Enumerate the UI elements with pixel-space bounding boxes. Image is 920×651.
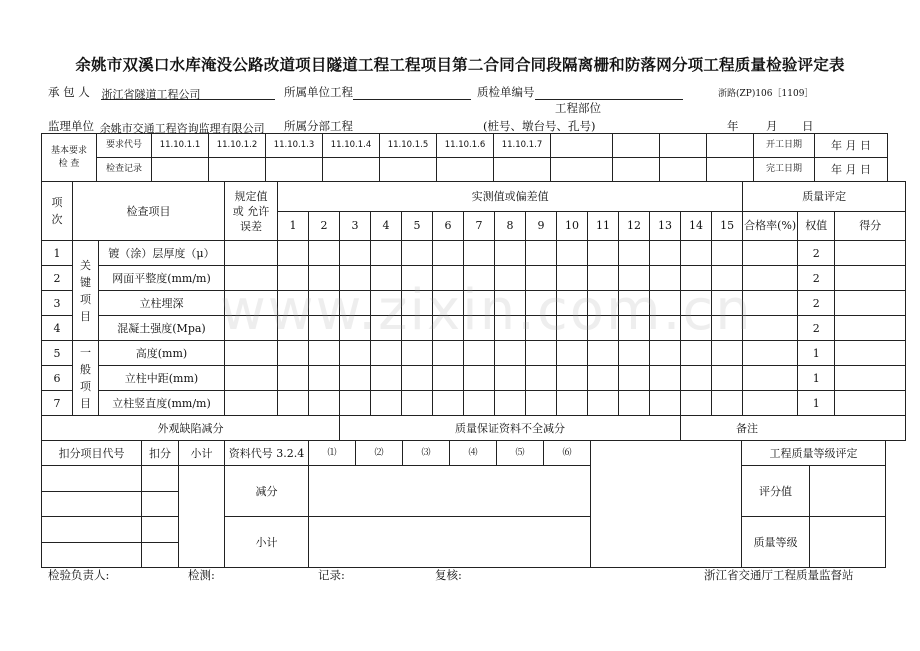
tolerance-cell[interactable]: [225, 241, 278, 266]
weight-cell: 1: [798, 391, 835, 416]
general-items-group: 一般项目: [73, 341, 99, 416]
tolerance-cell[interactable]: [225, 341, 278, 366]
appearance-subtotal-cell[interactable]: [179, 466, 225, 568]
subtotal2-cell[interactable]: [309, 517, 591, 568]
deduct-code-cell[interactable]: [42, 491, 142, 517]
inspection-no-field[interactable]: [535, 86, 683, 100]
measure-cell[interactable]: [433, 391, 464, 416]
measure-cell[interactable]: [371, 266, 402, 291]
measure-col-15: 15: [712, 211, 743, 241]
record-cell[interactable]: [613, 158, 660, 182]
measure-cell[interactable]: [650, 366, 681, 391]
req-code-1: 11.10.1.1: [152, 134, 209, 158]
check-item-name: 网面平整度(mm/m): [99, 266, 225, 291]
measure-cell[interactable]: [371, 241, 402, 266]
deduct-code-cell[interactable]: [42, 466, 142, 492]
doc-item-4: ⑷: [450, 441, 497, 466]
measure-cell[interactable]: [619, 266, 650, 291]
req-code-empty[interactable]: [613, 134, 660, 158]
weight-cell: 1: [798, 341, 835, 366]
basic-requirement-table: [41, 133, 888, 182]
measure-cell[interactable]: [526, 241, 557, 266]
subtotal2-label: 小计: [225, 517, 309, 568]
measure-cell[interactable]: [650, 241, 681, 266]
form-code: 浙路(ZP)106［1109］: [718, 89, 814, 99]
deduct2-label: 减分: [225, 466, 309, 517]
measure-cell[interactable]: [464, 366, 495, 391]
measure-cell[interactable]: [402, 366, 433, 391]
measure-cell[interactable]: [619, 366, 650, 391]
measure-cell[interactable]: [278, 366, 309, 391]
table-row: [42, 266, 906, 291]
measure-cell[interactable]: [650, 341, 681, 366]
measure-cell[interactable]: [526, 391, 557, 416]
basic-req-label: [42, 134, 97, 182]
tolerance-cell[interactable]: [225, 391, 278, 416]
measure-cell[interactable]: [495, 341, 526, 366]
measure-cell[interactable]: [278, 266, 309, 291]
measure-col-4: 4: [371, 211, 402, 241]
measure-col-5: 5: [402, 211, 433, 241]
measure-cell[interactable]: [340, 266, 371, 291]
measure-cell[interactable]: [588, 291, 619, 316]
measure-cell[interactable]: [712, 241, 743, 266]
measure-cell[interactable]: [557, 366, 588, 391]
deduct-cell[interactable]: [142, 542, 179, 568]
measure-cell[interactable]: [340, 341, 371, 366]
measure-cell[interactable]: [557, 241, 588, 266]
req-code-4: 11.10.1.4: [323, 134, 380, 158]
row-number: 3: [42, 291, 73, 316]
stake-label: (桩号、墩台号、孔号): [483, 119, 596, 133]
date-month: 月: [766, 119, 778, 133]
stake-field[interactable]: [595, 120, 687, 134]
measure-cell[interactable]: [371, 316, 402, 341]
weight-header: 权值: [798, 211, 835, 241]
weight-cell: 2: [798, 291, 835, 316]
measure-cell[interactable]: [309, 366, 340, 391]
measure-cell[interactable]: [309, 391, 340, 416]
measure-cell[interactable]: [402, 391, 433, 416]
measure-cell[interactable]: [464, 241, 495, 266]
measure-cell[interactable]: [495, 316, 526, 341]
measure-col-11: 11: [588, 211, 619, 241]
deduct-cell[interactable]: [142, 491, 179, 517]
stake-line: [483, 118, 687, 134]
measure-cell[interactable]: [712, 291, 743, 316]
record-cell[interactable]: [494, 158, 551, 182]
measure-cell[interactable]: [402, 291, 433, 316]
start-date-label: 开工日期: [754, 134, 815, 158]
measure-cell[interactable]: [712, 366, 743, 391]
measure-cell[interactable]: [650, 316, 681, 341]
req-code-empty[interactable]: [551, 134, 613, 158]
end-date-label: 完工日期: [754, 158, 815, 182]
contractor-label: 承 包 人: [48, 85, 90, 99]
score-value-label: 评分值: [742, 466, 810, 517]
measure-cell[interactable]: [588, 366, 619, 391]
req-code-5: 11.10.1.5: [380, 134, 437, 158]
score-header: 得分: [835, 211, 906, 241]
row-number: 4: [42, 316, 73, 341]
measure-cell[interactable]: [650, 291, 681, 316]
measure-cell[interactable]: [619, 291, 650, 316]
division-line: [284, 118, 471, 134]
date-year: 年: [727, 119, 739, 133]
table-row: [42, 316, 906, 341]
score-cell[interactable]: [835, 316, 906, 341]
measure-col-12: 12: [619, 211, 650, 241]
measure-cell[interactable]: [681, 366, 712, 391]
row-number: 6: [42, 366, 73, 391]
measure-cell[interactable]: [495, 291, 526, 316]
measure-cell[interactable]: [464, 291, 495, 316]
deduct-code-header: 扣分项目代号: [42, 441, 142, 466]
measure-cell[interactable]: [340, 291, 371, 316]
record-cell[interactable]: [551, 158, 613, 182]
pass-rate-header: 合格率(%): [743, 211, 798, 241]
measure-col-7: 7: [464, 211, 495, 241]
measure-cell[interactable]: [712, 316, 743, 341]
measure-cell[interactable]: [526, 291, 557, 316]
measure-cell[interactable]: [340, 366, 371, 391]
quality-grade-label: 质量等级: [742, 517, 810, 568]
measure-cell[interactable]: [681, 241, 712, 266]
req-code-3: 11.10.1.3: [266, 134, 323, 158]
measure-cell[interactable]: [464, 266, 495, 291]
basic-req-label-line1: 基本要求: [50, 145, 87, 156]
measure-cell[interactable]: [681, 341, 712, 366]
record-cell[interactable]: [437, 158, 494, 182]
check-item-name: 立柱埋深: [99, 291, 225, 316]
req-code-empty[interactable]: [707, 134, 754, 158]
measure-cell[interactable]: [619, 241, 650, 266]
req-code-6: 11.10.1.6: [437, 134, 494, 158]
measure-cell[interactable]: [588, 241, 619, 266]
measure-cell[interactable]: [278, 241, 309, 266]
score-cell[interactable]: [835, 391, 906, 416]
doc-item-3: ⑶: [403, 441, 450, 466]
record-cell[interactable]: [209, 158, 266, 182]
pass-rate-cell[interactable]: [743, 316, 798, 341]
basic-req-label-line2: 检 查: [58, 158, 80, 169]
measure-cell[interactable]: [588, 316, 619, 341]
check-item-name: 镀（涂）层厚度（μ）: [99, 241, 225, 266]
unit-project-label: 所属单位工程: [284, 85, 353, 99]
measure-col-1: 1: [278, 211, 309, 241]
measure-cell[interactable]: [464, 341, 495, 366]
tolerance-cell[interactable]: [225, 266, 278, 291]
check-item-name: 高度(mm): [99, 341, 225, 366]
measure-cell[interactable]: [526, 316, 557, 341]
measure-cell[interactable]: [309, 341, 340, 366]
measure-cell[interactable]: [278, 316, 309, 341]
bottom-table: [41, 440, 886, 568]
measure-cell[interactable]: [495, 241, 526, 266]
unit-project-field[interactable]: [353, 86, 471, 100]
appearance-deduct-label: 外观缺陷减分: [42, 416, 340, 441]
pass-rate-cell[interactable]: [743, 241, 798, 266]
measure-cell[interactable]: [557, 266, 588, 291]
measure-cell[interactable]: [681, 391, 712, 416]
col-item-no: 项次: [42, 182, 73, 241]
measure-col-13: 13: [650, 211, 681, 241]
record-cell[interactable]: [380, 158, 437, 182]
req-code-2: 11.10.1.2: [209, 134, 266, 158]
measure-cell[interactable]: [681, 266, 712, 291]
measure-cell[interactable]: [650, 266, 681, 291]
pass-rate-cell[interactable]: [743, 391, 798, 416]
check-item-name: 立柱中距(mm): [99, 366, 225, 391]
row-number: 1: [42, 241, 73, 266]
measure-cell[interactable]: [495, 366, 526, 391]
measure-cell[interactable]: [371, 291, 402, 316]
doc-code-header: 资料代号 3.2.4: [225, 441, 309, 466]
row-number: 5: [42, 341, 73, 366]
measure-cell[interactable]: [557, 391, 588, 416]
record-cell[interactable]: [266, 158, 323, 182]
score-cell[interactable]: [835, 291, 906, 316]
measure-cell[interactable]: [371, 391, 402, 416]
record-cell[interactable]: [660, 158, 707, 182]
measure-col-8: 8: [495, 211, 526, 241]
col-tolerance: 规定值或 允许误差: [225, 182, 278, 241]
engineering-part-label: 工程部位: [555, 101, 601, 115]
table-row: [42, 341, 906, 366]
req-code-empty[interactable]: [660, 134, 707, 158]
deduct2-cell[interactable]: [309, 466, 591, 517]
watermark: www.zixin.com.cn: [220, 278, 753, 343]
tolerance-cell[interactable]: [225, 316, 278, 341]
check-item-name: 立柱竖直度(mm/m): [99, 391, 225, 416]
tolerance-cell[interactable]: [225, 366, 278, 391]
remark-label: 备注: [681, 416, 906, 441]
start-date-field[interactable]: 年 月 日: [815, 134, 888, 158]
key-items-group: 关键项目: [73, 241, 99, 341]
contractor-line: [48, 84, 275, 100]
quality-doc-label: 质量保证资料不全减分: [340, 416, 681, 441]
req-code-label: 要求代号: [97, 134, 152, 158]
score-cell[interactable]: [835, 241, 906, 266]
grade-title: 工程质量等级评定: [742, 441, 886, 466]
measure-cell[interactable]: [526, 341, 557, 366]
check-item-name: 混凝土强度(Mpa): [99, 316, 225, 341]
division-label: 所属分部工程: [284, 119, 353, 133]
measure-cell[interactable]: [588, 341, 619, 366]
measure-cell[interactable]: [309, 266, 340, 291]
unit-project-line: [284, 84, 471, 100]
measure-cell[interactable]: [712, 266, 743, 291]
weight-cell: 2: [798, 241, 835, 266]
footer-test: 检测:: [188, 568, 215, 582]
measure-cell[interactable]: [402, 241, 433, 266]
pass-rate-cell[interactable]: [743, 266, 798, 291]
contractor-field[interactable]: 浙江省隧道工程公司: [101, 86, 275, 100]
measure-cell[interactable]: [619, 316, 650, 341]
measure-col-6: 6: [433, 211, 464, 241]
measure-cell[interactable]: [557, 341, 588, 366]
date-day: 日: [802, 119, 814, 133]
measure-col-14: 14: [681, 211, 712, 241]
record-cell[interactable]: [707, 158, 754, 182]
pass-rate-cell[interactable]: [743, 291, 798, 316]
weight-cell: 2: [798, 316, 835, 341]
measure-cell[interactable]: [557, 316, 588, 341]
inspection-no-line: [477, 84, 683, 100]
table-row: [42, 241, 906, 266]
inspection-no-label: 质检单编号: [477, 85, 535, 99]
supervisor-field[interactable]: 余姚市交通工程咨询监理有限公司: [100, 120, 270, 134]
deduct-code-cell[interactable]: [42, 517, 142, 543]
measure-cell[interactable]: [340, 316, 371, 341]
measure-cell[interactable]: [650, 391, 681, 416]
supervisor-line: [48, 118, 270, 134]
measure-cell[interactable]: [433, 316, 464, 341]
col-measured: 实测值或偏差值: [278, 182, 743, 212]
measure-cell[interactable]: [464, 316, 495, 341]
footer-org: 浙江省交通厅工程质量监督站: [704, 568, 854, 582]
measure-cell[interactable]: [371, 366, 402, 391]
req-code-7: 11.10.1.7: [494, 134, 551, 158]
footer-record: 记录:: [318, 568, 345, 582]
weight-cell: 1: [798, 366, 835, 391]
measure-cell[interactable]: [309, 291, 340, 316]
measure-cell[interactable]: [309, 241, 340, 266]
subtotal-header: 小计: [179, 441, 225, 466]
row-number: 2: [42, 266, 73, 291]
deduct-code-cell[interactable]: [42, 542, 142, 568]
measure-cell[interactable]: [278, 291, 309, 316]
measure-cell[interactable]: [278, 341, 309, 366]
table-row: [42, 391, 906, 416]
col-quality: 质量评定: [743, 182, 906, 212]
measure-cell[interactable]: [712, 391, 743, 416]
measure-cell[interactable]: [371, 341, 402, 366]
measure-cell[interactable]: [681, 291, 712, 316]
measure-cell[interactable]: [588, 266, 619, 291]
deduct-cell[interactable]: [142, 466, 179, 492]
col-check-item: 检查项目: [73, 182, 225, 241]
measure-col-9: 9: [526, 211, 557, 241]
table-row: [42, 291, 906, 316]
score-cell[interactable]: [835, 366, 906, 391]
measure-cell[interactable]: [433, 266, 464, 291]
deduct-header: 扣分: [142, 441, 179, 466]
record-label: 检查记录: [97, 158, 152, 182]
measure-cell[interactable]: [588, 391, 619, 416]
score-cell[interactable]: [835, 341, 906, 366]
measure-cell[interactable]: [433, 341, 464, 366]
measure-cell[interactable]: [309, 316, 340, 341]
measure-cell[interactable]: [402, 316, 433, 341]
measure-cell[interactable]: [619, 341, 650, 366]
measure-cell[interactable]: [402, 266, 433, 291]
pass-rate-cell[interactable]: [743, 366, 798, 391]
measure-cell[interactable]: [340, 391, 371, 416]
measure-cell[interactable]: [278, 391, 309, 416]
doc-item-2: ⑵: [356, 441, 403, 466]
division-field[interactable]: [353, 120, 471, 134]
measure-cell[interactable]: [495, 266, 526, 291]
score-value-cell[interactable]: [810, 466, 886, 517]
measure-cell[interactable]: [433, 241, 464, 266]
table-row: [42, 366, 906, 391]
doc-item-5: ⑸: [497, 441, 544, 466]
footer-inspector: 检验负责人:: [48, 568, 110, 582]
measure-cell[interactable]: [681, 316, 712, 341]
remark-cell[interactable]: [591, 441, 742, 568]
measure-cell[interactable]: [619, 391, 650, 416]
measure-cell[interactable]: [526, 266, 557, 291]
doc-item-1: ⑴: [309, 441, 356, 466]
score-cell[interactable]: [835, 266, 906, 291]
measure-cell[interactable]: [712, 341, 743, 366]
doc-item-6: ⑹: [544, 441, 591, 466]
row-number: 7: [42, 391, 73, 416]
measure-cell[interactable]: [433, 291, 464, 316]
end-date-field[interactable]: 年 月 日: [815, 158, 888, 182]
measure-col-10: 10: [557, 211, 588, 241]
inspection-table: [41, 181, 906, 441]
measure-cell[interactable]: [402, 341, 433, 366]
record-cell[interactable]: [323, 158, 380, 182]
measure-cell[interactable]: [495, 391, 526, 416]
footer-review: 复核:: [435, 568, 462, 582]
quality-grade-cell[interactable]: [810, 517, 886, 568]
measure-cell[interactable]: [526, 366, 557, 391]
measure-cell[interactable]: [340, 241, 371, 266]
measure-cell[interactable]: [464, 391, 495, 416]
record-cell[interactable]: [152, 158, 209, 182]
weight-cell: 2: [798, 266, 835, 291]
form-title: 余姚市双溪口水库淹没公路改道项目隧道工程工程项目第二合同合同段隔离栅和防落网分项工程质量检验评定表: [75, 55, 845, 74]
tolerance-cell[interactable]: [225, 291, 278, 316]
measure-col-2: 2: [309, 211, 340, 241]
measure-cell[interactable]: [433, 366, 464, 391]
supervisor-label: 监理单位: [48, 119, 94, 133]
measure-col-3: 3: [340, 211, 371, 241]
deduct-cell[interactable]: [142, 517, 179, 543]
pass-rate-cell[interactable]: [743, 341, 798, 366]
measure-cell[interactable]: [557, 291, 588, 316]
